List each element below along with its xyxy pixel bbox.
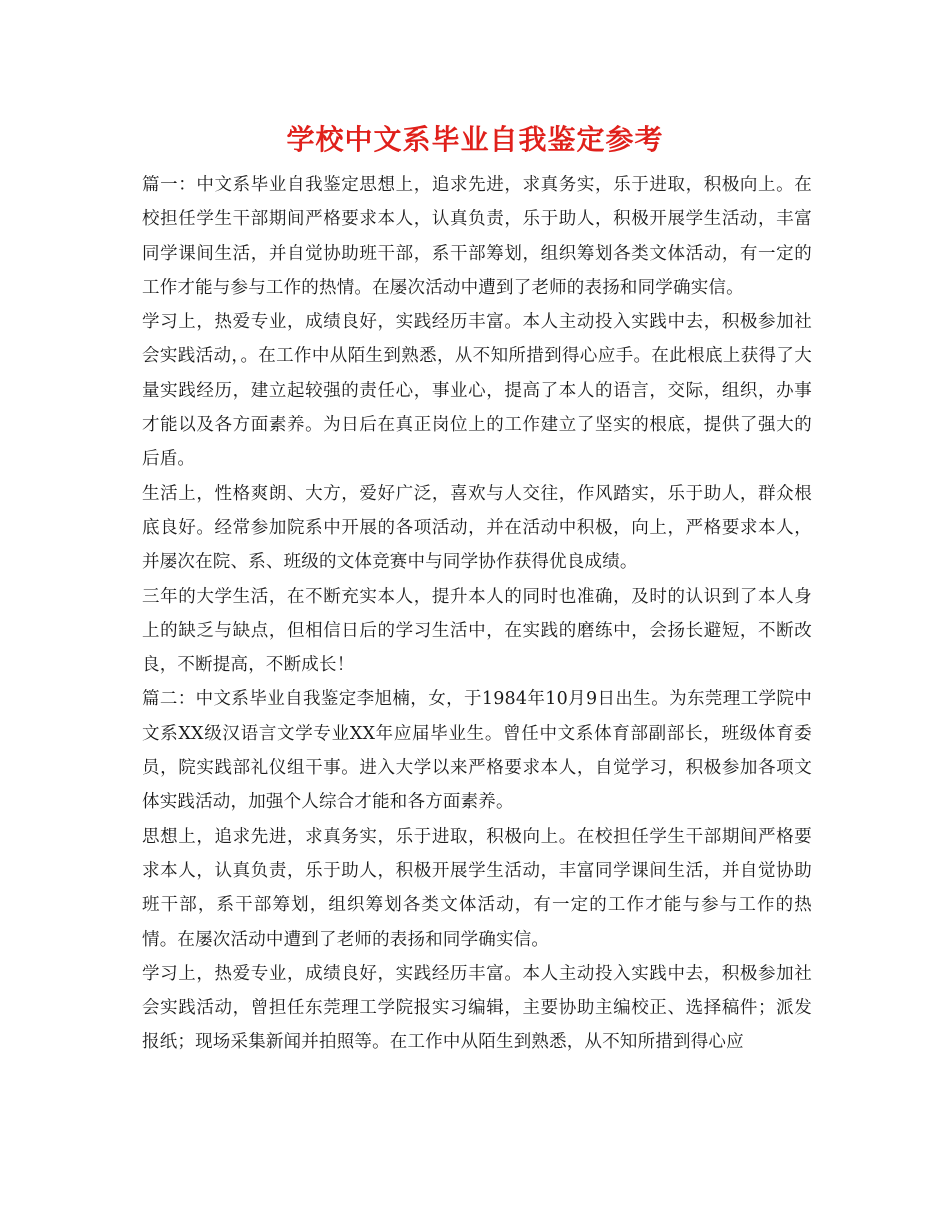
document-body (142, 168, 812, 1060)
paragraph: 思想上，追求先进，求真务实，乐于进取，积极向上。在校担任学生干部期间严格要求本人，认真负责，乐于助人，积极开展学生活动，丰富同学课间生活，并自觉协助班干部，系干部筹划，组织筹划各类文体活动，有一定的工作才能与参与工作的热情。在屡次活动中遭到了老师的表扬和同学确实信。 (142, 826, 812, 950)
paragraph: 学习上，热爱专业，成绩良好，实践经历丰富。本人主动投入实践中去，积极参加社会实践活动，。在工作中从陌生到熟悉，从不知所措到得心应手。在此根底上获得了大量实践经历，建立起较强的责任心，事业心，提高了本人的语言，交际，组织，办事才能以及各方面素养。为日后在真正岗位上的工作建立了坚实的根底，提供了强大的后盾。 (142, 312, 812, 470)
paragraph: 篇一：中文系毕业自我鉴定思想上，追求先进，求真务实，乐于进取，积极向上。在校担任学生干部期间严格要求本人，认真负责，乐于助人，积极开展学生活动，丰富同学课间生活，并自觉协助班干部，系干部筹划，组织筹划各类文体活动，有一定的工作才能与参与工作的热情。在屡次活动中遭到了老师的表扬和同学确实信。 (142, 175, 812, 298)
paragraph: 生活上，性格爽朗、大方，爱好广泛，喜欢与人交往，作风踏实，乐于助人，群众根底良好。经常参加院系中开展的各项活动，并在活动中积极，向上，严格要求本人，并屡次在院、系、班级的文体竞赛中与同学协作获得优良成绩。 (142, 483, 812, 573)
paragraph: 三年的大学生活，在不断充实本人，提升本人的同时也准确，及时的认识到了本人身上的缺乏与缺点，但相信日后的学习生活中，在实践的磨练中，会扬长避短，不断改良，不断提高，不断成长！ (142, 586, 812, 676)
paragraph: 学习上，热爱专业，成绩良好，实践经历丰富。本人主动投入实践中去，积极参加社会实践活动，曾担任东莞理工学院报实习编辑，主要协助主编校正、选择稿件；派发报纸；现场采集新闻并拍照等。在工作中从陌生到熟悉，从不知所措到得心应 (142, 963, 812, 1053)
document-title: 学校中文系毕业自我鉴定参考 (286, 123, 664, 156)
paragraph: 篇二：中文系毕业自我鉴定李旭楠，女，于1984年10月9日出生。为东莞理工学院中文系XX级汉语言文学专业XX年应届毕业生。曾任中文系体育部副部长，班级体育委员，院实践部礼仪组干事。进入大学以来严格要求本人，自觉学习，积极参加各项文体实践活动，加强个人综合才能和各方面素养。 (142, 689, 812, 813)
